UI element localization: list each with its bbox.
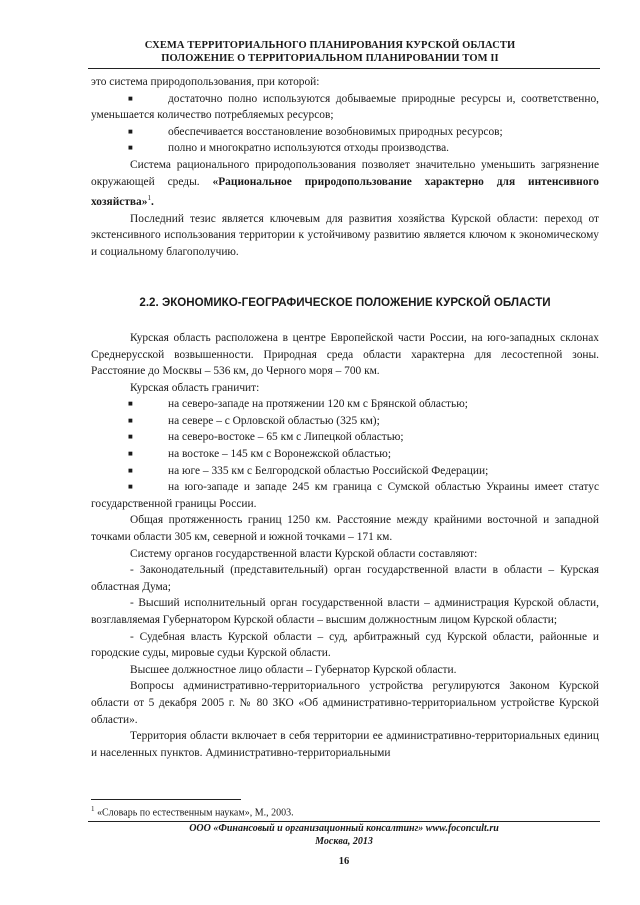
bullet-icon: ■ [128, 143, 133, 153]
footer-company: ООО «Финансовый и организационный консалтинг» www.foconcult.ru [189, 823, 499, 834]
paragraph: - Законодательный (представительный) орган государственной власти в области – Курская областная Дума; [91, 564, 599, 593]
bold-quote: «Рациональное природопользование характерно для интенсивного хозяйства» [91, 175, 600, 208]
bullet-icon: ■ [128, 93, 133, 103]
list-item: ■ на северо-востоке – 65 км с Липецкой областью; [91, 429, 599, 446]
list-item: ■ на севере – с Орловской областью (325 км); [91, 413, 599, 430]
document-body [91, 74, 599, 761]
list-item: ■ на юге – 335 км с Белгородской областью Российской Федерации; [91, 463, 599, 480]
paragraph: Высшее должностное лицо области – Губернатор Курской области. [130, 663, 457, 676]
section-heading: 2.2. ЭКОНОМИКО-ГЕОГРАФИЧЕСКОЕ ПОЛОЖЕНИЕ КУРСКОЙ ОБЛАСТИ [139, 296, 551, 310]
paragraph: Территория области включает в себя территории ее административно-территориальных единиц и населенных пунктов. Административно-территориальными [91, 730, 599, 759]
bullet-icon: ■ [128, 449, 133, 459]
footnote-ref: 1 [147, 194, 151, 203]
paragraph: Общая протяженность границ 1250 км. Расстояние между крайними восточной и западной точками области 305 км, северной и южной точками – 171 км. [91, 514, 599, 544]
bullet-icon: ■ [128, 432, 133, 442]
footer-city-year: Москва, 2013 [315, 836, 373, 847]
bullet-icon: ■ [128, 465, 133, 475]
footnote-divider [91, 799, 241, 800]
footer-divider [88, 821, 600, 822]
list-item: ■ обеспечивается восстановление возобновимых природных ресурсов; [91, 124, 599, 141]
paragraph: Последний тезис является ключевым для развития хозяйства Курской области: переход от экстенсивного использования территории к устойчивому развитию является ключом к экономическому и социальному благополучию. [91, 212, 599, 258]
header-divider [88, 68, 600, 69]
paragraph: Вопросы административно-территориального устройства регулируются Законом Курской области от 5 декабря 2005 г. № 80 ЗКО «Об административно-территориальном устройстве Курской области». [91, 680, 599, 726]
header-title: СХЕМА ТЕРРИТОРИАЛЬНОГО ПЛАНИРОВАНИЯ КУРСКОЙ ОБЛАСТИ [144, 40, 516, 51]
list-item: ■ на востоке – 145 км с Воронежской областью; [91, 446, 599, 463]
bullet-icon: ■ [128, 415, 133, 425]
list-item: ■ на юго-западе и западе 245 км граница с Сумской областью Украины имеет статус государственной границы России. [91, 481, 599, 510]
list-item: ■ полно и многократно используются отходы производства. [91, 140, 599, 157]
intro-text: это система природопользования, при которой: [91, 76, 320, 88]
bullet-icon: ■ [128, 126, 133, 136]
paragraph: - Судебная власть Курской области – суд, арбитражный суд Курской области, районные и городские суды, мировые судьи Курской области. [91, 630, 599, 660]
paragraph: Система рационального природопользования позволяет значительно уменьшить загрязнение окружающей среды. «Рациональное природопользование характерно для интенсивного хозяйства»$^1$. [91, 158, 600, 208]
list-item: ■ достаточно полно используются добываемые природные ресурсы и, соответственно, уменьшается количество потребляемых ресурсов; [91, 92, 599, 122]
footnote: $^1$ «Словарь по естественным наукам», М., 2003. [91, 805, 294, 819]
paragraph: Курская область расположена в центре Европейской части России, на юго-западных склонах Среднерусской возвышенности. Природная среда области характерна для лесостепной зоны. Расстояние до Москвы – 536 км, до Черного моря – 700 км. [91, 331, 599, 378]
header-subtitle: ПОЛОЖЕНИЕ О ТЕРРИТОРИАЛЬНОМ ПЛАНИРОВАНИИ ТОМ II [161, 53, 499, 64]
page-number: 16 [338, 856, 350, 867]
paragraph: - Высший исполнительный орган государственной власти – администрация Курской области, возглавляемая Губернатором Курской области – высшим должностным лицом Курской области; [91, 597, 599, 627]
list-item: ■ на северо-западе на протяжении 120 км с Брянской областью; [91, 396, 599, 413]
bullet-icon: ■ [128, 482, 133, 492]
paragraph: Курская область граничит: [130, 381, 260, 394]
bullet-icon: ■ [128, 399, 133, 409]
paragraph: Систему органов государственной власти Курской области составляют: [130, 547, 478, 560]
